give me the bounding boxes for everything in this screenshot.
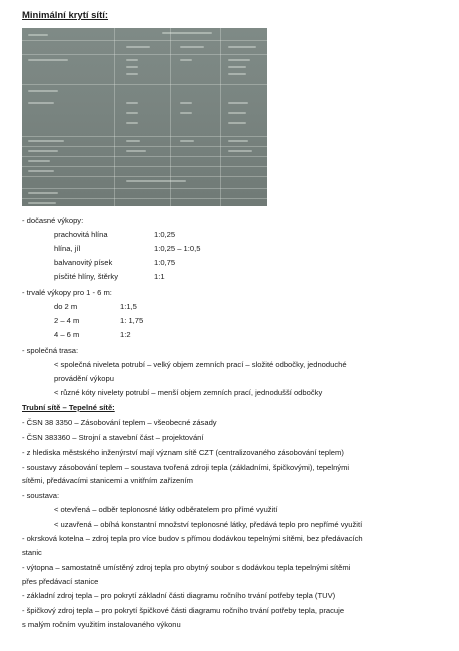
text-line: 1:0,25 – 1:0,5	[154, 244, 201, 253]
text-line: 4 – 6 m	[54, 330, 80, 339]
text-line: - okrsková kotelna – zdroj tepla pro více budov s přímou dodávkou tepelnými sítěmi, bez předávacích	[22, 534, 363, 543]
text-line: 1:1	[154, 272, 165, 281]
text-line: 1:0,75	[154, 258, 176, 267]
table-photo-image	[22, 28, 267, 206]
text-line: s malým ročním využitím instalovaného výkonu	[22, 620, 181, 629]
text-line: < uzavřená – obíhá konstantní množství teplonosné látky, předává teplo pro nepřímé využití	[54, 520, 363, 529]
text-line: sítěmi, předávacími stanicemi a vnitřním zařízením	[22, 476, 193, 485]
text-line: - soustava:	[22, 491, 60, 500]
text-line: 1:2	[120, 330, 131, 339]
text-line: 2 – 4 m	[54, 316, 80, 325]
text-line: - výtopna – samostatně umístěný zdroj tepla pro obytný soubor s dodávkou tepla tepelnými sítěmi	[22, 563, 351, 572]
text-line: stanic	[22, 548, 42, 557]
text-line: - společná trasa:	[22, 346, 79, 355]
text-line: 1:0,25	[154, 230, 176, 239]
text-line: - trvalé výkopy pro 1 - 6 m:	[22, 288, 112, 297]
text-line: 1: 1,75	[120, 316, 144, 325]
text-line: provádění výkopu	[54, 374, 114, 383]
text-line: < společná niveleta potrubí – velký objem zemních prací – složité odbočky, jednoduché	[54, 360, 347, 369]
text-line: balvanovitý písek	[54, 258, 113, 267]
text-line: < různé kóty nivelety potrubí – menší objem zemních prací, jednodušší odbočky	[54, 388, 323, 397]
text-line: - ČSN 38 3350 – Zásobování teplem – všeobecné zásady	[22, 418, 217, 427]
text-line: písčité hlíny, štěrky	[54, 272, 119, 281]
text-line: do 2 m	[54, 302, 78, 311]
text-line: - dočasné výkopy:	[22, 216, 84, 225]
text-line: - základní zdroj tepla – pro pokrytí základní části diagramu ročního trvání potřeby tepla (TUV)	[22, 591, 336, 600]
text-line: - špičkový zdroj tepla – pro pokrytí špičkové části diagramu ročního trvání potřeby tepla, pracuje	[22, 606, 345, 615]
text-line: přes předávací stanice	[22, 577, 99, 586]
text-line: 1:1,5	[120, 302, 137, 311]
text-line: < otevřená – odběr teplonosné látky odběratelem pro přímé využití	[54, 505, 278, 514]
section-heading: Trubní sítě – Tepelné sítě:	[22, 403, 115, 412]
text-line: - z hlediska městského inženýrství mají význam sítě CZT (centralizovaného zásobování teplem)	[22, 448, 344, 457]
text-line: - ČSN 383360 – Strojní a stavební část – projektování	[22, 433, 204, 442]
page-title: Minimální krytí sítí:	[22, 10, 109, 21]
text-line: hlína, jíl	[54, 244, 81, 253]
text-line: prachovitá hlína	[54, 230, 108, 239]
text-line: - soustavy zásobování teplem – soustava tvořená zdroji tepla (základními, špičkovými), tepelnými	[22, 463, 350, 472]
